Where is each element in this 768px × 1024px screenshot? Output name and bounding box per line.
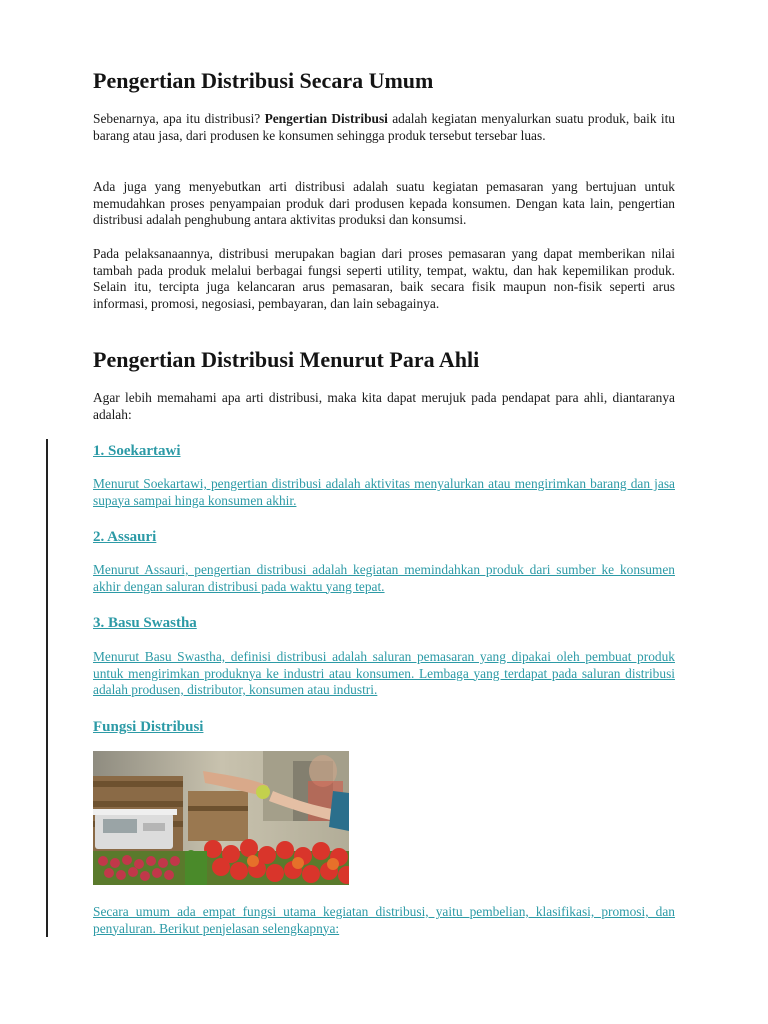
paragraph-implementation: Pada pelaksanaannya, distribusi merupakan bagian dari proses pemasaran yang dapat memberikan nilai tambah pada produk melalui berbagai fungsi seperti utility, tempat, waktu, dan hak kepemilikan produk. Selain itu, tercipta juga kelancaran arus pemasaran, baik secara fisik maupun non-fisik seperti arus informasi, promosi, negosiasi, pembayaran, dan lain sebagainya. [93, 246, 675, 311]
expert-text-soekartawi[interactable]: Menurut Soekartawi, pengertian distribusi adalah aktivitas menyalurkan atau mengirimkan barang dan jasa supaya sampai hinga konsumen akhir. [93, 476, 675, 508]
expert-title-soekartawi[interactable]: 1. Soekartawi [93, 443, 181, 459]
expert-text-assauri[interactable]: Menurut Assauri, pengertian distribusi adalah kegiatan memindahkan produk dari sumber ke konsumen akhir dengan saluran distribusi pada waktu yang tepat. [93, 562, 675, 594]
bold-term: Pengertian Distribusi [264, 111, 388, 126]
market-photo [93, 751, 349, 885]
expert-text-basu-swastha[interactable]: Menurut Basu Swastha, definisi distribusi adalah saluran pemasaran yang dipakai oleh pembuat produk untuk mengirimkan produknya ke industri atau konsumen. Lembaga yang terdapat pada saluran distribusi adalah produsen, distributor, konsumen atau industri. [93, 649, 675, 697]
paragraph-fungsi-distribusi[interactable]: Secara umum ada empat fungsi utama kegiatan distribusi, yaitu pembelian, klasifikasi, promosi, dan penyaluran. Berikut penjelasan selengkapnya: [93, 904, 675, 936]
paragraph-definition: Sebenarnya, apa itu distribusi? Pengertian Distribusi adalah kegiatan menyalurkan suatu produk, baik itu barang atau jasa, dari produsen ke konsumen sehingga produk tersebut tersebar luas. [93, 111, 676, 143]
expert-title-basu-swastha[interactable]: 3. Basu Swastha [93, 615, 197, 631]
market-photo-image [93, 751, 349, 885]
paragraph-marketing: Ada juga yang menyebutkan arti distribusi adalah suatu kegiatan pemasaran yang bertujuan untuk memudahkan proses penyampaian produk dari produsen kepada konsumen. Dengan kata lain, pengertian distribusi adalah penghubung antara aktivitas produksi dan konsumsi. [93, 179, 675, 227]
margin-rule [46, 439, 48, 937]
expert-title-assauri[interactable]: 2. Assauri [93, 529, 157, 545]
heading-distribusi-umum: Pengertian Distribusi Secara Umum [93, 68, 434, 93]
heading-fungsi-distribusi[interactable]: Fungsi Distribusi [93, 719, 204, 735]
paragraph-intro-ahli: Agar lebih memahami apa arti distribusi, maka kita dapat merujuk pada pendapat para ahli, diantaranya adalah: [93, 390, 675, 422]
heading-para-ahli: Pengertian Distribusi Menurut Para Ahli [93, 347, 480, 372]
